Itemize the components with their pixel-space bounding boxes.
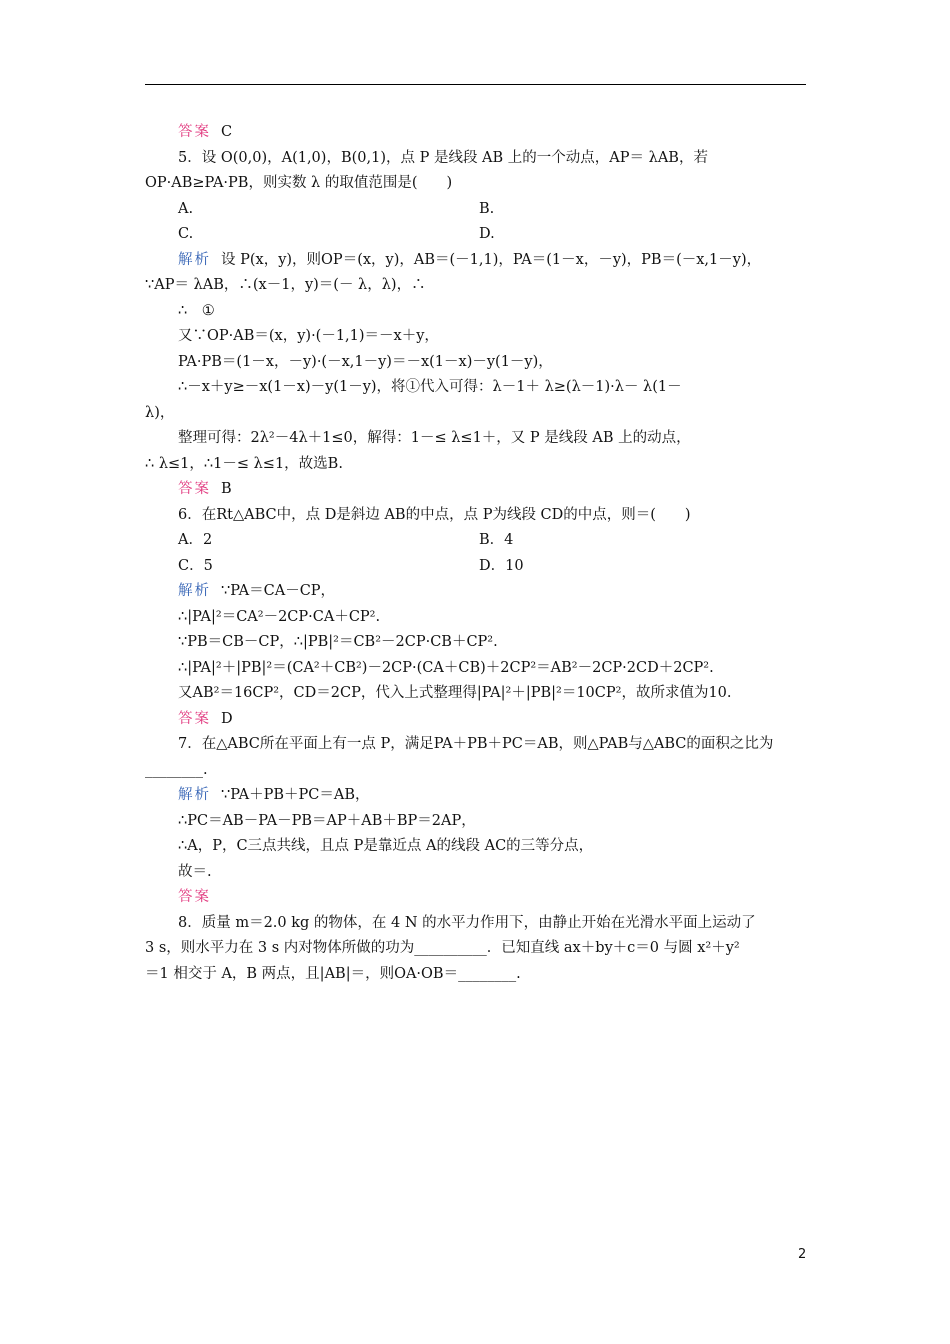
solution-line: ∴|PA|²＋|PB|²＝(CA²＋CB²)－2CP·(CA＋CB)＋2CP²＝AB²－2CP·2CD＋2CP². (178, 659, 714, 676)
analysis-tag: 解析 (178, 251, 211, 268)
question-7-line: 7．在△ABC所在平面上有一点 P，满足PA＋PB＋PC＝AB，则△PAB与△ABC的面积之比为 (178, 736, 774, 752)
answer-tag: 答案 (178, 481, 211, 497)
solution-line: ∴ λ≤1，∴1－≤ λ≤1，故选B. (145, 455, 343, 472)
solution-line: λ)， (145, 404, 175, 421)
options-row (145, 528, 806, 554)
solution-line: 故＝. (178, 863, 212, 880)
solution-line: ∴－x＋y≥－x(1－x)－y(1－y)，将①代入可得：λ－1＋ λ≥(λ－1)·λ－ λ(1－ (178, 379, 682, 395)
question-8-line: 3 s，则水平力在 3 s 内对物体所做的功为__________．已知直线 ax＋by＋c＝0 与圆 x²＋y² (145, 940, 740, 956)
options-row (145, 554, 806, 580)
question-6-line: 6．在Rt△ABC中，点 D是斜边 AB的中点，点 P为线段 CD的中点，则＝( ) (178, 506, 691, 523)
option-b: B．4 (479, 532, 514, 548)
solution-line: 又∵OP·AB＝(x，y)·(－1,1)＝－x＋y， (178, 328, 439, 344)
solution-line: ∵AP＝ λAB，∴(x－1，y)＝(－ λ，λ)，∴ (145, 277, 426, 293)
options-row (145, 197, 806, 223)
answer-line (145, 885, 806, 911)
solution-line: 整理可得：2λ²－4λ＋1≤0，解得：1－≤ λ≤1＋，又 P 是线段 AB 上的动点， (178, 430, 691, 446)
header-rule (145, 84, 806, 85)
analysis-tag: 解析 (178, 583, 211, 599)
solution-line: ∴ ① (178, 302, 215, 319)
page-number: 2 (798, 1247, 807, 1262)
analysis-line: 解析 ∵PA＋PB＋PC＝AB， (178, 787, 370, 803)
solution-line: ∵PB＝CB－CP，∴|PB|²＝CB²－2CP·CB＋CP². (178, 634, 498, 650)
answer-tag: 答案 (178, 124, 211, 140)
option-c: C. (178, 226, 194, 242)
option-a: A．2 (178, 532, 213, 548)
answer-tag: 答案 (178, 710, 211, 727)
option-c: C．5 (178, 557, 213, 574)
solution-line: PA·PB＝(1－x，－y)·(－x,1－y)＝－x(1－x)－y(1－y)， (178, 353, 553, 370)
answer-line: 答案 C (178, 124, 233, 140)
question-8-line: 8．质量 m＝2.0 kg 的物体，在 4 N 的水平力作用下，由静止开始在光滑水平面上运动了 (178, 914, 756, 931)
analysis-tag: 解析 (178, 787, 211, 803)
options-row (145, 222, 806, 248)
option-d: D．10 (479, 557, 524, 574)
question-5-line: OP·AB≥PA·PB，则实数 λ 的取值范围是( ) (145, 175, 453, 191)
analysis-line: 解析 设 P(x，y)，则OP＝(x，y)，AB＝(－1,1)，PA＝(1－x，－y)，PB＝(－x,1－y)， (178, 251, 762, 268)
analysis-line: 解析 ∵PA＝CA－CP， (178, 583, 336, 599)
answer-line: 答案 D (178, 710, 233, 727)
solution-line: 又AB²＝16CP²，CD＝2CP，代入上式整理得|PA|²＋|PB|²＝10CP²，故所求值为10. (178, 685, 732, 701)
solution-line: ∴A，P，C三点共线，且点 P是靠近点 A的线段 AC的三等分点， (178, 838, 594, 854)
answer-tag: 答案 (178, 889, 211, 905)
solution-line: ∴|PA|²＝CA²－2CP·CA＋CP². (178, 608, 381, 625)
solution-line: ∴PC＝AB－PA－PB＝AP＋AB＋BP＝2AP， (178, 812, 476, 829)
answer-line: 答案 B (178, 481, 232, 497)
question-7-line: ________. (145, 761, 208, 778)
option-a: A. (178, 200, 194, 217)
option-b: B. (479, 200, 495, 217)
question-8-line: ＝1 相交于 A，B 两点，且|AB|＝，则OA·OB＝________. (145, 965, 521, 982)
question-5-line: 5．设 O(0,0)，A(1,0)，B(0,1)，点 P 是线段 AB 上的一个动点，AP＝ λAB，若 (178, 149, 708, 166)
option-d: D. (479, 226, 495, 242)
document-body (145, 120, 806, 987)
